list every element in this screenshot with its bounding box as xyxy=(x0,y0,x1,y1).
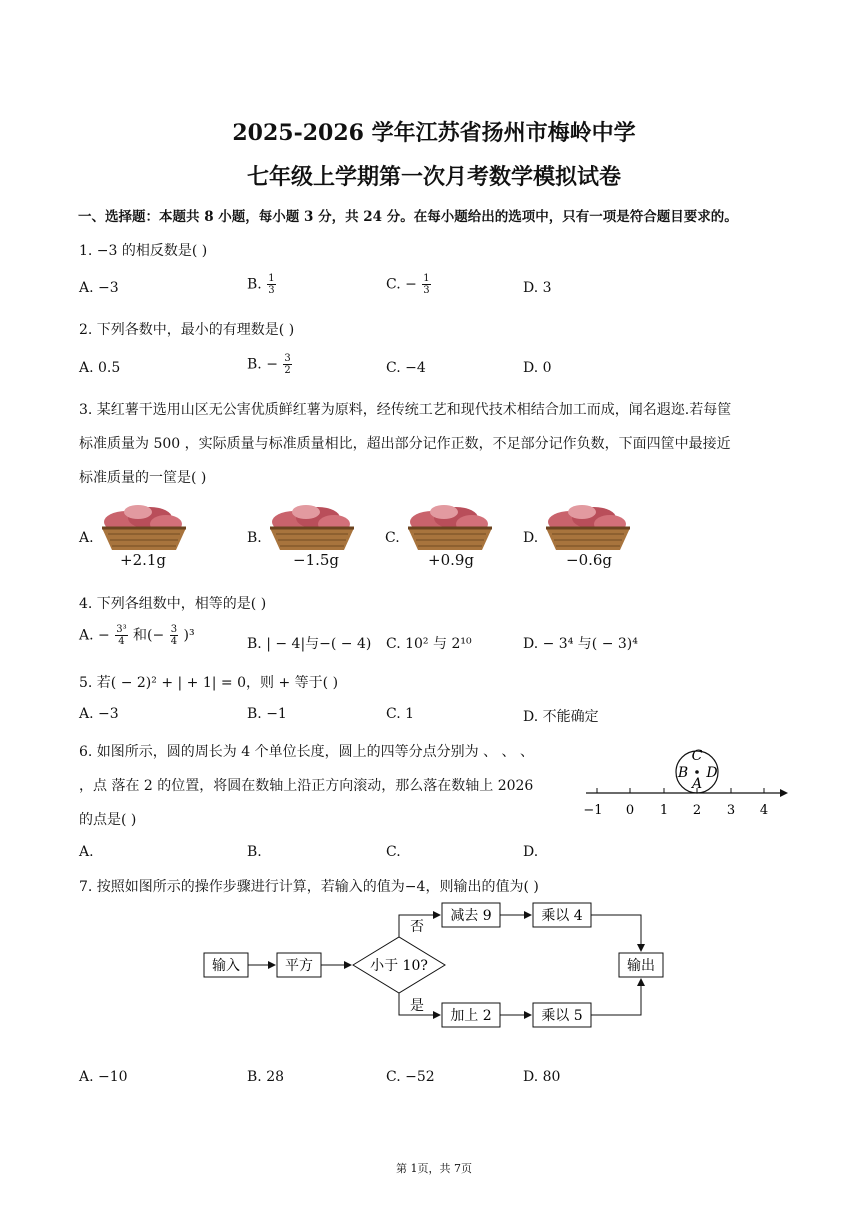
tick-label: 1 xyxy=(659,803,669,818)
q5-option-d: D. 不能确定 xyxy=(523,709,599,725)
basket-graphic xyxy=(270,505,354,550)
question-3-line-3: 标准质量的一筐是( ) xyxy=(79,470,207,486)
basket-graphic xyxy=(546,505,630,550)
flow-label-sub9: 减去 9 xyxy=(450,908,492,924)
page-number-footer: 第 1页，共 7页 xyxy=(396,1162,472,1175)
flow-label-add2: 加上 2 xyxy=(450,1008,492,1024)
flow-label-condition: 小于 10? xyxy=(370,958,428,974)
q1-option-c-letter: C. − xyxy=(386,276,417,293)
q3-option-d-value: −0.6g xyxy=(566,551,613,569)
numerator: 3³ xyxy=(116,624,127,635)
q1-option-a: A. −3 xyxy=(79,280,119,296)
question-2-stem: 2. 下列各数中，最小的有理数是( ) xyxy=(79,322,295,338)
denominator: 3 xyxy=(423,285,430,296)
section-header: 一、选择题：本题共 8 小题，每小题 3 分，共 24 分。在每小题给出的选项中，只有一项是符合题目要求的。 xyxy=(78,209,738,225)
q4-option-c: C. 10² 与 2¹⁰ xyxy=(386,636,472,652)
flow-label-mul4: 乘以 4 xyxy=(541,908,583,924)
question-3-line-2: 标准质量为 500 ，实际质量与标准质量相比，超出部分记作正数，不足部分记作负数，下面四筐中最接近 xyxy=(79,436,731,452)
sweet-potato-basket-image xyxy=(404,500,496,552)
q1-option-b-letter: B. xyxy=(247,276,262,293)
flow-label-yes: 是 xyxy=(410,998,424,1014)
q3-option-b-letter: B. xyxy=(247,530,262,546)
question-7-stem: 7. 按照如图所示的操作步骤进行计算，若输入的值为−4，则输出的值为( ) xyxy=(79,879,539,895)
q4-option-d: D. − 3⁴ 与( − 3)⁴ xyxy=(523,636,638,652)
page-subtitle: 七年级上学期第一次月考数学模拟试卷 xyxy=(246,164,621,190)
flow-label-input: 输入 xyxy=(212,958,240,974)
tick-label: 2 xyxy=(692,803,702,818)
question-4-stem: 4. 下列各组数中，相等的是( ) xyxy=(79,596,267,612)
point-label-b: B xyxy=(677,765,689,781)
numerator: 3 xyxy=(284,353,291,364)
q3-option-a-letter: A. xyxy=(79,530,94,546)
q3-option-d-letter: D. xyxy=(523,530,539,546)
q2-option-d: D. 0 xyxy=(523,360,552,376)
question-3-line-1: 3. 某红薯干选用山区无公害优质鲜红薯为原料，经传统工艺和现代技术相结合加工而成，闻名遐迩.若每筐 xyxy=(79,402,732,418)
sweet-potato-basket-image xyxy=(542,500,634,552)
denominator: 2 xyxy=(284,365,291,376)
flow-label-no: 否 xyxy=(410,919,424,935)
basket-graphic xyxy=(408,505,492,550)
q6-option-d: D. xyxy=(523,844,539,860)
tick-label: 3 xyxy=(726,803,736,818)
q2-option-b xyxy=(247,353,293,376)
q1-option-d: D. 3 xyxy=(523,280,552,296)
numerator: 3 xyxy=(170,624,178,635)
q1-option-b xyxy=(247,273,277,296)
q6-option-c: C. xyxy=(386,844,401,860)
q2-option-b-letter: B. − xyxy=(247,356,278,373)
tick-label: 0 xyxy=(625,803,635,818)
q4-option-a-connector: 和(− xyxy=(133,627,165,644)
numerator: 1 xyxy=(268,273,275,284)
question-6-line-1: 6. 如图所示，圆的周长为 4 个单位长度，圆上的四等分点分别为 、 、 、 xyxy=(79,744,534,760)
q1-option-b-fraction xyxy=(267,273,275,296)
q7-option-c: C. −52 xyxy=(386,1069,435,1085)
q6-option-b: B. xyxy=(247,844,262,860)
question-6-line-3: 的点是( ) xyxy=(79,812,137,828)
denominator: 4 xyxy=(170,636,178,647)
q1-option-c xyxy=(386,273,432,296)
q7-option-a: A. −10 xyxy=(79,1069,128,1085)
ticks xyxy=(597,788,764,793)
numerator: 1 xyxy=(423,273,430,284)
question-5-stem: 5. 若( − 2)² + | + 1| = 0，则 + 等于( ) xyxy=(79,675,339,691)
q3-option-c-letter: C. xyxy=(385,530,400,546)
tick-label: −1 xyxy=(583,803,603,818)
question-6-line-2: ，点 落在 2 的位置，将圆在数轴上沿正方向滚动，那么落在数轴上 2026 xyxy=(79,778,534,794)
q7-option-b: B. 28 xyxy=(247,1069,285,1085)
flow-label-mul5: 乘以 5 xyxy=(541,1008,583,1024)
q4-option-a xyxy=(79,624,195,647)
page-title: 2025-2026 学年江苏省扬州市梅岭中学 xyxy=(232,120,636,146)
flowchart-figure xyxy=(195,897,675,1032)
q1-option-c-fraction xyxy=(422,273,430,296)
q5-option-a: A. −3 xyxy=(79,706,119,722)
q2-option-a: A. 0.5 xyxy=(79,360,121,376)
tick-label: 4 xyxy=(759,803,769,818)
q2-option-c: C. −4 xyxy=(386,360,426,376)
q2-option-b-fraction xyxy=(283,353,291,376)
q3-option-a-value: +2.1g xyxy=(120,551,167,569)
q4-option-a-letter: A. − xyxy=(79,627,110,644)
q6-option-a: A. xyxy=(79,844,94,860)
q3-option-c-value: +0.9g xyxy=(428,551,475,569)
flow-label-output: 输出 xyxy=(627,958,655,974)
denominator: 4 xyxy=(118,636,125,647)
sweet-potato-basket-image xyxy=(98,500,190,552)
point-label-c: C xyxy=(691,748,703,764)
q3-option-b-value: −1.5g xyxy=(293,551,340,569)
q4-option-a-fraction-1 xyxy=(115,624,127,647)
axis-arrow-icon xyxy=(780,789,788,797)
q7-option-d: D. 80 xyxy=(523,1069,561,1085)
flow-label-square: 平方 xyxy=(285,958,313,974)
point-label-a: A xyxy=(691,776,703,792)
point-label-d: D xyxy=(706,765,718,781)
q5-option-c: C. 1 xyxy=(386,706,415,722)
q4-option-a-fraction-2 xyxy=(170,624,178,647)
number-line-figure xyxy=(580,738,795,823)
denominator: 3 xyxy=(268,285,275,296)
basket-graphic xyxy=(102,505,186,550)
circle-center xyxy=(695,770,699,774)
q4-option-b: B. | − 4|与−( − 4) xyxy=(247,636,372,652)
sweet-potato-basket-image xyxy=(266,500,358,552)
q5-option-b: B. −1 xyxy=(247,706,287,722)
q4-option-a-suffix: )³ xyxy=(183,627,195,644)
question-1-stem: 1. −3 的相反数是( ) xyxy=(79,243,208,259)
